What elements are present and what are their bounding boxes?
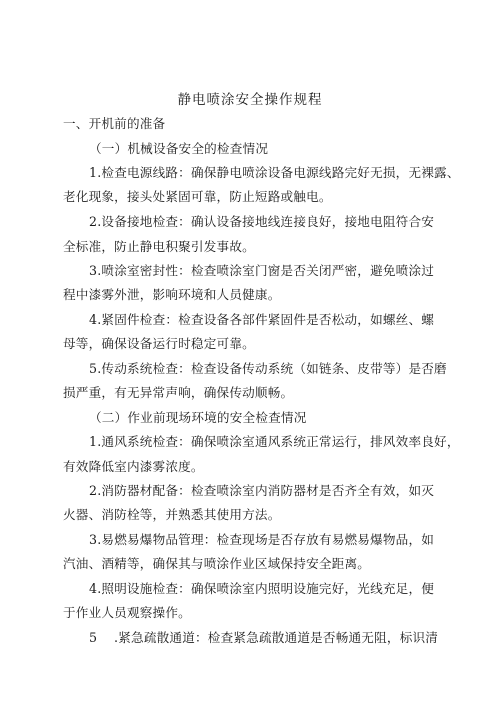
paragraph-line: 4.紧固件检查：检查设备各部件紧固件是否松动，如螺丝、螺 <box>89 312 435 327</box>
paragraph-line: 1.检查电源线路：确保静电喷涂设备电源线路完好无损，无裸露、 <box>89 165 460 180</box>
paragraph-line: 有效降低室内漆雾浓度。 <box>63 459 204 474</box>
paragraph-line: 火器、消防栓等，并熟悉其使用方法。 <box>63 507 281 522</box>
paragraph-line: 老化现象，接头处紧固可靠，防止短路或触电。 <box>63 189 332 204</box>
document-title: 静电喷涂安全操作规程 <box>177 92 323 108</box>
paragraph-line: 3.喷涂室密封性：检查喷涂室门窗是否关闭严密，避免喷涂过 <box>89 263 435 278</box>
paragraph-line: 3.易燃易爆物品管理：检查现场是否存放有易燃易爆物品，如 <box>89 532 435 547</box>
paragraph-line: 1.通风系统检查：确保喷涂室通风系统正常运行，排风效率良好， <box>89 434 460 449</box>
section-heading-preparation: 一、开机前的准备 <box>63 116 166 131</box>
paragraph-line: 5.传动系统检查：检查设备传动系统（如链条、皮带等）是否磨 <box>89 361 447 376</box>
paragraph-line: 2.消防器材配备：检查喷涂室内消防器材是否齐全有效，如灭 <box>89 483 435 498</box>
paragraph-line: 4.照明设施检查：确保喷涂室内照明设施完好，光线充足，便 <box>89 581 435 596</box>
paragraph-line: 程中漆雾外泄，影响环境和人员健康。 <box>63 287 281 302</box>
paragraph-line: 全标准，防止静电积聚引发事故。 <box>63 239 255 254</box>
paragraph-line: 汽油、酒精等，确保其与喷涂作业区域保持安全距离。 <box>63 556 371 571</box>
subsection-heading-equipment-check: （一）机械设备安全的检查情况 <box>89 141 269 156</box>
paragraph-line: 母等，确保设备运行时稳定可靠。 <box>63 336 255 351</box>
paragraph-line: 于作业人员观察操作。 <box>63 605 191 620</box>
paragraph-line: 损严重，有无异常声响，确保传动顺畅。 <box>63 385 294 400</box>
paragraph-line: 2.设备接地检查：确认设备接地线连接良好，接地电阻符合安 <box>89 214 435 229</box>
paragraph-line: 5 .紧急疏散通道：检查紧急疏散通道是否畅通无阻，标识清 <box>89 630 439 645</box>
subsection-heading-site-environment-check: （二）作业前现场环境的安全检查情况 <box>89 410 307 425</box>
